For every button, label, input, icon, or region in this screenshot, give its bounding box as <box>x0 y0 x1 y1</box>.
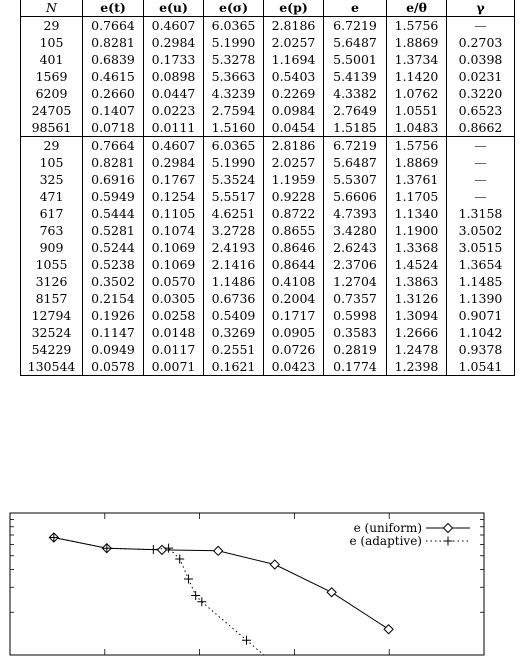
table-cell: 105 <box>21 154 83 171</box>
table-cell: 5.5001 <box>324 51 387 68</box>
table-cell: 1.5756 <box>387 17 447 35</box>
table-row <box>21 358 515 376</box>
table-cell: 0.1767 <box>144 171 204 188</box>
column-header: γ <box>447 0 515 17</box>
table-row <box>21 239 515 256</box>
table-cell: 3.0502 <box>447 222 515 239</box>
table-cell: 1.3761 <box>387 171 447 188</box>
table-cell: 0.4607 <box>144 17 204 35</box>
table-cell: 6.0365 <box>204 17 264 35</box>
table-cell: 6.7219 <box>324 17 387 35</box>
data-point-plus <box>102 544 111 553</box>
table-cell: 0.1926 <box>83 307 144 324</box>
table-row <box>21 307 515 324</box>
legend-label: e (uniform) <box>353 521 422 535</box>
data-point-plus <box>149 545 158 554</box>
table-cell: 0.0447 <box>144 85 204 102</box>
table-cell: 1.5160 <box>204 119 264 137</box>
table-cell: 325 <box>21 171 83 188</box>
table-cell: 1.3368 <box>387 239 447 256</box>
table-cell: 0.2269 <box>264 85 324 102</box>
table-cell: 105 <box>21 34 83 51</box>
table-cell: 1.1900 <box>387 222 447 239</box>
table-cell: 0.5444 <box>83 205 144 222</box>
table-cell: 1569 <box>21 68 83 85</box>
table-cell: 32524 <box>21 324 83 341</box>
table-cell: 5.5517 <box>204 188 264 205</box>
table-cell: 0.7664 <box>83 137 144 155</box>
table-cell: 4.3382 <box>324 85 387 102</box>
table-cell: 0.5409 <box>204 307 264 324</box>
column-header: e(u) <box>144 0 204 17</box>
table-cell: 6209 <box>21 85 83 102</box>
table-cell: 1.5756 <box>387 137 447 155</box>
table-cell: 1.0551 <box>387 102 447 119</box>
table-cell: 0.9071 <box>447 307 515 324</box>
table-cell: 1.3654 <box>447 256 515 273</box>
table-cell: 0.1254 <box>144 188 204 205</box>
table-row <box>21 171 515 188</box>
table-row <box>21 119 515 137</box>
table-cell: 1.0541 <box>447 358 515 376</box>
table-cell: 0.2984 <box>144 34 204 51</box>
table-cell: 0.8646 <box>264 239 324 256</box>
table-cell: 0.0117 <box>144 341 204 358</box>
table-row <box>21 85 515 102</box>
table-row <box>21 137 515 155</box>
table-cell: 1.1705 <box>387 188 447 205</box>
table-cell: 1.1042 <box>447 324 515 341</box>
table-cell: 1.2704 <box>324 273 387 290</box>
table-row <box>21 102 515 119</box>
data-point-diamond <box>157 545 166 554</box>
table-cell: 909 <box>21 239 83 256</box>
table-cell: 0.2154 <box>83 290 144 307</box>
column-header: e <box>324 0 387 17</box>
table-cell: 0.2703 <box>447 34 515 51</box>
table-cell: 5.6487 <box>324 154 387 171</box>
table-cell: 0.5244 <box>83 239 144 256</box>
table-cell: 0.0718 <box>83 119 144 137</box>
table-cell: 5.4139 <box>324 68 387 85</box>
table-cell: 0.8644 <box>264 256 324 273</box>
table-cell: 1.2666 <box>387 324 447 341</box>
table-cell: 0.4607 <box>144 137 204 155</box>
table-cell: 1.1420 <box>387 68 447 85</box>
column-header: e/θ <box>387 0 447 17</box>
table-cell: 0.8655 <box>264 222 324 239</box>
table-cell: 2.1416 <box>204 256 264 273</box>
column-header: e(t) <box>83 0 144 17</box>
table-cell: 0.0231 <box>447 68 515 85</box>
table-cell: 0.8662 <box>447 119 515 137</box>
table-cell: 1.3158 <box>447 205 515 222</box>
table-cell: 5.6606 <box>324 188 387 205</box>
table-cell: 0.5403 <box>264 68 324 85</box>
legend-label: e (adaptive) <box>349 534 422 548</box>
table-cell: 2.7594 <box>204 102 264 119</box>
table-cell: 0.8281 <box>83 154 144 171</box>
table-cell: 1055 <box>21 256 83 273</box>
table-cell: 3.4280 <box>324 222 387 239</box>
table-cell: 1.3126 <box>387 290 447 307</box>
table-row <box>21 51 515 68</box>
table-cell: 54229 <box>21 341 83 358</box>
table-cell: 0.0223 <box>144 102 204 119</box>
data-point-diamond <box>327 588 336 597</box>
table-cell: 2.0257 <box>264 34 324 51</box>
table-cell: — <box>447 137 515 155</box>
table-cell: 401 <box>21 51 83 68</box>
table-cell: 1.1485 <box>447 273 515 290</box>
table-cell: 0.8281 <box>83 34 144 51</box>
table-cell: 0.7664 <box>83 17 144 35</box>
table-cell: 1.5185 <box>324 119 387 137</box>
table-row <box>21 188 515 205</box>
table-cell: 2.8186 <box>264 137 324 155</box>
table-cell: 1.1390 <box>447 290 515 307</box>
table-cell: 0.0258 <box>144 307 204 324</box>
results-table-container <box>20 0 514 376</box>
table-row <box>21 256 515 273</box>
table-cell: 5.1990 <box>204 154 264 171</box>
table-cell: 0.1074 <box>144 222 204 239</box>
table-cell: — <box>447 171 515 188</box>
table-cell: 1.2478 <box>387 341 447 358</box>
table-cell: 2.6243 <box>324 239 387 256</box>
table-row <box>21 341 515 358</box>
table-cell: 0.9228 <box>264 188 324 205</box>
table-cell: 2.7649 <box>324 102 387 119</box>
table-cell: 0.3502 <box>83 273 144 290</box>
table-row <box>21 154 515 171</box>
table-row <box>21 290 515 307</box>
table-cell: 1.1340 <box>387 205 447 222</box>
table-cell: 0.2551 <box>204 341 264 358</box>
table-cell: 0.0905 <box>264 324 324 341</box>
table-cell: 0.1733 <box>144 51 204 68</box>
table-cell: 5.1990 <box>204 34 264 51</box>
series-line-adaptive <box>54 538 400 657</box>
table-cell: 0.0071 <box>144 358 204 376</box>
plot-area <box>49 533 404 657</box>
table-cell: 2.3706 <box>324 256 387 273</box>
table-row <box>21 17 515 35</box>
table-cell: 6.7219 <box>324 137 387 155</box>
table-cell: — <box>447 188 515 205</box>
column-header: e(p) <box>264 0 324 17</box>
convergence-plot <box>0 505 531 657</box>
data-point-diamond <box>214 546 223 555</box>
table-cell: 5.3524 <box>204 171 264 188</box>
table-cell: 617 <box>21 205 83 222</box>
table-cell: 5.3278 <box>204 51 264 68</box>
adaptive-refinement-rows <box>21 137 515 376</box>
uniform-refinement-rows <box>21 17 515 137</box>
table-cell: 4.7393 <box>324 205 387 222</box>
results-table <box>20 0 515 376</box>
table-cell: 3.2728 <box>204 222 264 239</box>
table-cell: 0.1774 <box>324 358 387 376</box>
table-cell: 0.1147 <box>83 324 144 341</box>
table-cell: 1.3734 <box>387 51 447 68</box>
table-cell: — <box>447 17 515 35</box>
table-cell: 0.6736 <box>204 290 264 307</box>
table-cell: 0.8722 <box>264 205 324 222</box>
table-cell: 0.4615 <box>83 68 144 85</box>
table-cell: 0.0454 <box>264 119 324 137</box>
data-point-plus <box>49 533 58 542</box>
table-cell: 1.0483 <box>387 119 447 137</box>
table-cell: 471 <box>21 188 83 205</box>
table-row <box>21 273 515 290</box>
table-cell: 0.1105 <box>144 205 204 222</box>
table-cell: 0.2819 <box>324 341 387 358</box>
table-cell: 1.1694 <box>264 51 324 68</box>
table-row <box>21 68 515 85</box>
table-cell: 763 <box>21 222 83 239</box>
table-cell: 3126 <box>21 273 83 290</box>
table-cell: 0.5281 <box>83 222 144 239</box>
table-cell: 0.5238 <box>83 256 144 273</box>
table-cell: 5.5307 <box>324 171 387 188</box>
table-cell: 2.8186 <box>264 17 324 35</box>
table-cell: 2.0257 <box>264 154 324 171</box>
legend-marker-plus <box>444 537 453 546</box>
table-cell: 1.3863 <box>387 273 447 290</box>
table-row <box>21 324 515 341</box>
table-row <box>21 205 515 222</box>
data-point-diamond <box>270 560 279 569</box>
data-point-plus <box>184 575 193 584</box>
table-cell: 0.2984 <box>144 154 204 171</box>
table-row <box>21 222 515 239</box>
table-cell: 0.5949 <box>83 188 144 205</box>
table-cell: 6.0365 <box>204 137 264 155</box>
table-cell: 0.0570 <box>144 273 204 290</box>
table-cell: 12794 <box>21 307 83 324</box>
table-row <box>21 34 515 51</box>
table-cell: 3.0515 <box>447 239 515 256</box>
table-cell: 0.0423 <box>264 358 324 376</box>
table-cell: 0.2660 <box>83 85 144 102</box>
table-cell: 1.0762 <box>387 85 447 102</box>
table-cell: 0.7357 <box>324 290 387 307</box>
table-cell: 4.6251 <box>204 205 264 222</box>
table-cell: 0.1407 <box>83 102 144 119</box>
table-cell: 0.6523 <box>447 102 515 119</box>
table-cell: 1.4524 <box>387 256 447 273</box>
table-cell: 0.2004 <box>264 290 324 307</box>
table-cell: 24705 <box>21 102 83 119</box>
table-cell: 0.6916 <box>83 171 144 188</box>
table-cell: 0.0898 <box>144 68 204 85</box>
table-cell: 0.1069 <box>144 256 204 273</box>
table-cell: 130544 <box>21 358 83 376</box>
table-cell: 98561 <box>21 119 83 137</box>
table-cell: — <box>447 154 515 171</box>
table-cell: 1.1959 <box>264 171 324 188</box>
table-cell: 2.4193 <box>204 239 264 256</box>
column-header: N <box>21 0 83 17</box>
table-cell: 29 <box>21 17 83 35</box>
table-cell: 0.5998 <box>324 307 387 324</box>
table-cell: 0.0398 <box>447 51 515 68</box>
table-cell: 1.2398 <box>387 358 447 376</box>
table-cell: 0.0984 <box>264 102 324 119</box>
table-cell: 0.0111 <box>144 119 204 137</box>
table-cell: 0.3220 <box>447 85 515 102</box>
table-cell: 0.3269 <box>204 324 264 341</box>
table-cell: 1.3094 <box>387 307 447 324</box>
table-cell: 0.1069 <box>144 239 204 256</box>
table-cell: 0.4108 <box>264 273 324 290</box>
table-cell: 1.8869 <box>387 154 447 171</box>
table-cell: 0.0305 <box>144 290 204 307</box>
table-cell: 5.3663 <box>204 68 264 85</box>
table-cell: 0.6839 <box>83 51 144 68</box>
table-cell: 5.6487 <box>324 34 387 51</box>
table-cell: 1.1486 <box>204 273 264 290</box>
table-cell: 0.0949 <box>83 341 144 358</box>
table-cell: 0.9378 <box>447 341 515 358</box>
table-cell: 1.8869 <box>387 34 447 51</box>
table-cell: 0.0578 <box>83 358 144 376</box>
table-cell: 0.3583 <box>324 324 387 341</box>
data-point-diamond <box>384 625 393 634</box>
table-cell: 0.0726 <box>264 341 324 358</box>
table-cell: 29 <box>21 137 83 155</box>
table-cell: 0.0148 <box>144 324 204 341</box>
column-header: e(σ) <box>204 0 264 17</box>
table-cell: 8157 <box>21 290 83 307</box>
table-header-row <box>21 0 515 17</box>
table-cell: 0.1717 <box>264 307 324 324</box>
table-cell: 0.1621 <box>204 358 264 376</box>
table-cell: 4.3239 <box>204 85 264 102</box>
legend-marker-diamond <box>444 524 453 533</box>
